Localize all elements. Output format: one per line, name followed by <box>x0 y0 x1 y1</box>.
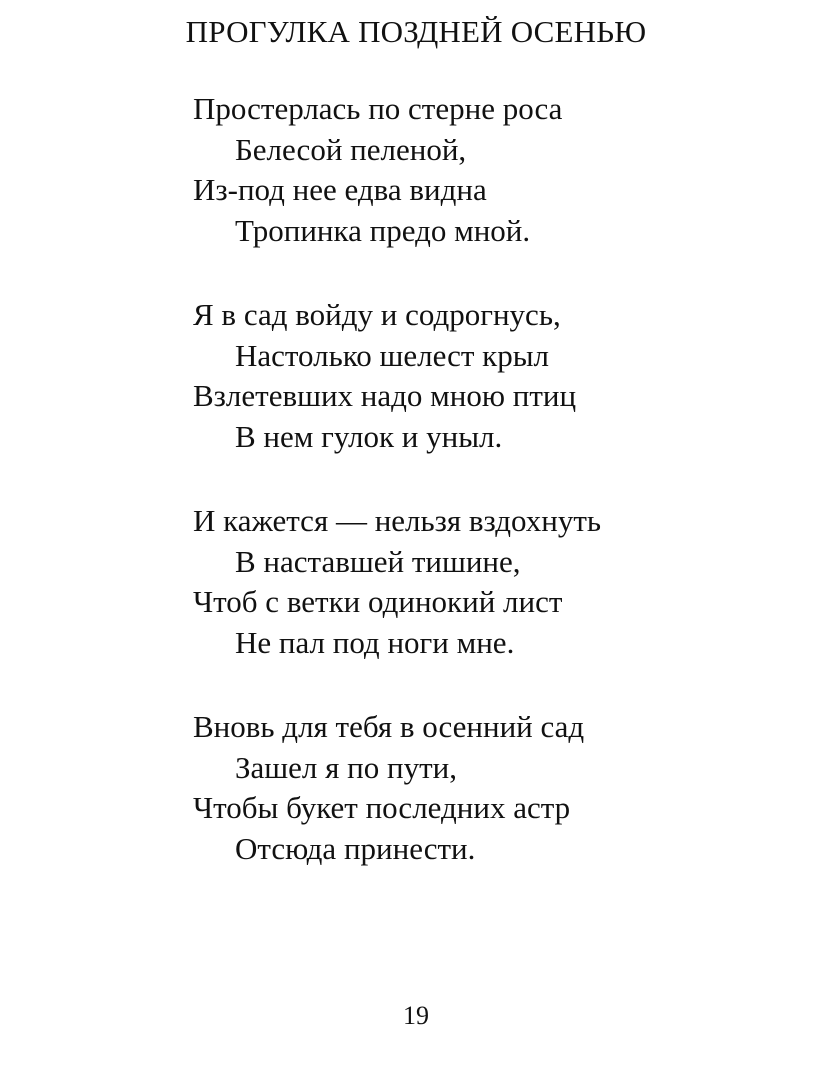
poem-body <box>193 89 793 913</box>
poem-title: ПРОГУЛКА ПОЗДНЕЙ ОСЕНЬЮ <box>185 14 647 49</box>
poem-line: Белесой пеленой, <box>235 131 467 167</box>
stanza-4 <box>193 707 793 869</box>
poem-line: Тропинка предо мной. <box>235 212 531 248</box>
poem-line: Настолько шелест крыл <box>235 337 550 373</box>
poem-line: Не пал под ноги мне. <box>235 624 515 660</box>
poem-line: И кажется — нельзя вздохнуть <box>193 503 602 538</box>
poem-line: Взлетевших надо мною птиц <box>193 378 577 413</box>
poem-line: В наставшей тишине, <box>235 543 521 579</box>
poem-line: Простерлась по стерне роса <box>193 91 563 126</box>
poem-line: В нем гулок и уныл. <box>235 418 503 454</box>
poem-line: Чтобы букет последних астр <box>193 790 571 825</box>
stanza-3 <box>193 501 793 663</box>
poem-line: Из-под нее едва видна <box>193 172 487 207</box>
poem-line: Зашел я по пути, <box>235 749 457 785</box>
poem-line: Чтоб с ветки одинокий лист <box>193 584 563 619</box>
poem-line: Вновь для тебя в осенний сад <box>193 709 585 744</box>
poem-line: Я в сад войду и содрогнусь, <box>193 297 561 332</box>
stanza-1 <box>193 89 793 251</box>
stanza-2 <box>193 295 793 457</box>
page-number: 19 <box>403 1001 429 1030</box>
poem-line: Отсюда принести. <box>235 830 476 866</box>
